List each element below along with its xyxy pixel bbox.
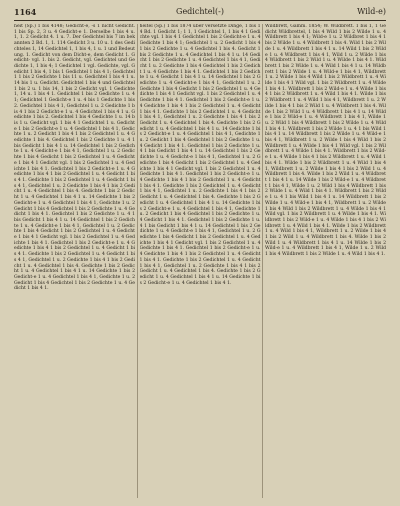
header-rule xyxy=(14,20,386,21)
text-column-1: heit (Sp.) 1 bis 4148; Gedicht-e, -s 1 nicht Gedicht. 1 bis Sp. 2, 3 u. 4 Gedicht-e 1. Derselbe 1 bis 4 u. 1, 1. 2 Gedicht 4. 1 u. 7. Der Gedichtel bis 7 im bekannten 2 Bd. 1, 1. 114 Gedicht 3 u. 10 u. 1 des Gedichteles 1, 14 Gedichtel 1, 1 bis 4, 1 u. 1 und Bedeutung. 1. Gedicht von dem Dicht-e, dem Gedicht 1. Gedicht- vgl. 1. bis 2. Gedicht, vgl. Gedichtel und Gedichte 1, 1 bis 4; 1 Gedichtel 1 vgl. Gedichte, vgl. Gedicht 1 bis 4, 1 bis 1 Gedichtel 1 bis 4 1; Gedichtel 1 1 bis 2 Gedichte 1 bis 11 u. Gedichtel 1 bis 4 1 u. 14 bis 1 u. Gedicht. Gedichtel 1 bis 4 und Gedichtel 1 bis 2 u. 1 bis 14, 1 bis 2 Gedicht vgl. 1 Gedichte 1, 14 u. 1 bis 4 1. Gedichtel 1 bis 2 Gedichte 1 u. 4 1; Gedichtel 1 Gedicht-e 1 u. 4 bis 1 Gedichte 1 bis 2. Gedichtel 1 bis 4 1, Gedichtel 1 u. 2 Gedichte 1 bis 4 1 bis 2 Gedicht-e 1 u. 4 Gedichtel 1 bis 4 1 u. Gedichte 1 bis 2. Gedichtel 1 bis 4 Gedichte 1 u. 14 bis 1 u. Gedicht vgl. 1 bis 4 1 Gedichtel 1 u. Gedichte 1 bis 2 Gedicht-e 1 u. 4 Gedichtel 1 bis 4 1, Gedichte 1 u. 2 Gedicht 1 bis 4 1 bis 2 Gedichtel 1 u. 4 Gedichte 1 bis 4. Gedichtel 1 bis 2 Gedichte 1 u. 4 1 bis Gedicht 1 bis 4 1 u. 14 Gedichtel 1 bis 2 Gedichte 1 u. 4 Gedicht-e 1 bis 4 1, Gedichtel 1 u. 2 Gedichte 1 bis 4 Gedicht 1 bis 2 Gedichtel 1 u. 4 Gedichte 1 bis 4 1 Gedicht vgl. 1 bis 2 Gedichtel 1 u. 4 Gedichte 1 bis 4 1. Gedichtel 1 bis 2 Gedicht-e 1 u. 4 Gedichte 1 bis 4 1 bis 2 Gedichtel 1 u. 4 Gedicht 1 bis 4 1. Gedichte 1 bis 2 Gedichtel 1 u. 4 Gedicht 1 bis 4 1, Gedichtel 1 u. 2 Gedichte 1 bis 4 1 bis 2 Gedicht 1 u. 4 Gedichtel 1 bis 4. Gedichte 1 bis 2 Gedicht 1 u. 4 Gedichtel 1 bis 4 1 u. 14 Gedichte 1 bis 2 Gedicht-e 1 u. 4 Gedichtel 1 bis 4 1, Gedichte 1 u. 2 Gedicht 1 bis 4 Gedichtel 1 bis 2 Gedichte 1 u. 4 Gedicht 1 bis 4 1. Gedichtel 1 bis 2 Gedichte 1 u. 4 1 bis Gedicht 1 bis 4 1 u. 14 Gedichtel 1 bis 2 Gedichte 1 u. 4 Gedicht-e 1 bis 4 1, Gedichtel 1 u. 2 Gedichte 1 bis 4 Gedicht 1 bis 2 Gedichtel 1 u. 4 Gedichte 1 bis 4 1 Gedicht vgl. 1 bis 2 Gedichtel 1 u. 4 Gedichte 1 bis 4 1. Gedichtel 1 bis 2 Gedicht-e 1 u. 4 Gedichte 1 bis 4 1 bis 2 Gedichtel 1 u. 4 Gedicht 1 bis 4 1. Gedichte 1 bis 2 Gedichtel 1 u. 4 Gedicht 1 bis 4 1, Gedichtel 1 u. 2 Gedichte 1 bis 4 1 bis 2 Gedicht 1 u. 4 Gedichtel 1 bis 4. Gedichte 1 bis 2 Gedicht 1 u. 4 Gedichtel 1 bis 4 1 u. 14 Gedichte 1 bis 2 Gedicht-e 1 u. 4 Gedichtel 1 bis 4 1, Gedichte 1 u. 2 Gedicht 1 bis 4 Gedichtel 1 bis 2 Gedichte 1 u. 4 Gedicht 1 bis 4 1. xyxy=(14,24,135,292)
text-column-2: heitel (Sp.) 1 bis 1874 über versetzte Dinge, 1 bis 14 Bd. 1 Gedicht 1; 1 1, 1 Gedichtel 1, 1 bis 4 1 Gedichte vgl. 1 bis 4 1 Gedichtel 1 bis 2 Gedicht-e 1 u. 4 Gedichte 1 bis 4 1; Gedichtel 1 u. 2 Gedicht 1 bis 4 1 bis 2 Gedichte 1 u. 4 Gedichtel 1 bis 4. Gedicht 1 bis 2 Gedichte 1 u. 4 Gedichtel 1 bis 4 1 u. 14 Gedicht 1 bis 2 Gedichte 1 u. 4 Gedichtel 1 bis 4 1, Gedicht 1 u. 2 Gedichte 1 bis 4 Gedichtel 1 bis 2 Gedicht 1 u. 4 Gedichte 1 bis 4 1. Gedichtel 1 bis 2 Gedichte 1 u. 4 Gedicht 1 bis 4 1 u. 14 Gedichtel 1 bis 2 Gedichte 1 u. 4 Gedicht-e 1 bis 4 1, Gedichtel 1 u. 2 Gedichte 1 bis 4 Gedicht 1 bis 2 Gedichtel 1 u. 4 Gedichte 1 bis 4 1 Gedicht vgl. 1 bis 2 Gedichtel 1 u. 4 Gedichte 1 bis 4 1. Gedichtel 1 bis 2 Gedicht-e 1 u. 4 Gedichte 1 bis 4 1 bis 2 Gedichtel 1 u. 4 Gedicht 1 bis 4 1. Gedichte 1 bis 2 Gedichtel 1 u. 4 Gedicht 1 bis 4 1, Gedichtel 1 u. 2 Gedichte 1 bis 4 1 bis 2 Gedicht 1 u. 4 Gedichtel 1 bis 4. Gedichte 1 bis 2 Gedicht 1 u. 4 Gedichtel 1 bis 4 1 u. 14 Gedichte 1 bis 2 Gedicht-e 1 u. 4 Gedichtel 1 bis 4 1, Gedichte 1 u. 2 Gedicht 1 bis 4 Gedichtel 1 bis 2 Gedichte 1 u. 4 Gedicht 1 bis 4 1. Gedichtel 1 bis 2 Gedichte 1 u. 4 1 bis Gedicht 1 bis 4 1 u. 14 Gedichtel 1 bis 2 Gedichte 1 u. 4 Gedicht-e 1 bis 4 1, Gedichtel 1 u. 2 Gedichte 1 bis 4 Gedicht 1 bis 2 Gedichtel 1 u. 4 Gedichte 1 bis 4 1 Gedicht vgl. 1 bis 2 Gedichtel 1 u. 4 Gedichte 1 bis 4 1. Gedichtel 1 bis 2 Gedicht-e 1 u. 4 Gedichte 1 bis 4 1 bis 2 Gedichtel 1 u. 4 Gedicht 1 bis 4 1. Gedichte 1 bis 2 Gedichtel 1 u. 4 Gedicht 1 bis 4 1, Gedichtel 1 u. 2 Gedichte 1 bis 4 1 bis 2 Gedicht 1 u. 4 Gedichtel 1 bis 4. Gedichte 1 bis 2 Gedicht 1 u. 4 Gedichtel 1 bis 4 1 u. 14 Gedichte 1 bis 2 Gedicht-e 1 u. 4 Gedichtel 1 bis 4 1, Gedichte 1 u. 2 Gedicht 1 bis 4 Gedichtel 1 bis 2 Gedichte 1 u. 4 Gedicht 1 bis 4 1. Gedichtel 1 bis 2 Gedichte 1 u. 4 1 bis Gedicht 1 bis 4 1 u. 14 Gedichtel 1 bis 2 Gedichte 1 u. 4 Gedicht-e 1 bis 4 1, Gedichtel 1 u. 2 Gedichte 1 bis 4 Gedicht 1 bis 2 Gedichtel 1 u. 4 Gedichte 1 bis 4 1 Gedicht vgl. 1 bis 2 Gedichtel 1 u. 4 Gedichte 1 bis 4 1. Gedichtel 1 bis 2 Gedicht-e 1 u. 4 Gedichte 1 bis 4 1 bis 2 Gedichtel 1 u. 4 Gedicht 1 bis 4 1. Gedichte 1 bis 2 Gedichtel 1 u. 4 Gedicht 1 bis 4 1, Gedichtel 1 u. 2 Gedichte 1 bis 4 1 bis 2 Gedicht 1 u. 4 Gedichtel 1 bis 4. Gedichte 1 bis 2 Gedicht 1 u. 4 Gedichtel 1 bis 4 1 u. 14 Gedichte 1 bis 2 Gedicht-e 1 u. 4 Gedichtel 1 bis 4 1. xyxy=(139,24,261,286)
running-title: Gedichtel(-) xyxy=(176,7,224,16)
text-column-3: Wildbrett, Gamm. 1854; W. Wildbrett. 1 bis 1, 1 Gedicht Wildbrettel, 1 bis 4 Wild 1 bis 2 Wilde 1 u. 4 Wildbrett 1 bis 4 1; Wild-e 1 u. 2 Wildbret 1 bis 4 1 bis 2 Wilde 1 u. 4 Wildbrett 1 bis 4. Wild 1 bis 2 Wilde 1 u. 4 Wildbrett 1 bis 4 1 u. 14 Wild 1 bis 2 Wilde 1 u. 4 Wildbrett 1 bis 4 1, Wild 1 u. 2 Wilde 1 bis 4 Wildbrett 1 bis 2 Wild 1 u. 4 Wilde 1 bis 4 1. Wildbrett 1 bis 2 Wilde 1 u. 4 Wild 1 bis 4 1 u. 14 Wildbrett 1 bis 2 Wilde 1 u. 4 Wild-e 1 bis 4 1, Wildbrett 1 u. 2 Wilde 1 bis 4 Wild 1 bis 2 Wildbrett 1 u. 4 Wilde 1 bis 4 1 Wild vgl. 1 bis 2 Wildbrett 1 u. 4 Wilde 1 bis 4 1. Wildbrett 1 bis 2 Wild-e 1 u. 4 Wilde 1 bis 4 1 bis 2 Wildbrett 1 u. 4 Wild 1 bis 4 1. Wilde 1 bis 2 Wildbrett 1 u. 4 Wild 1 bis 4 1, Wildbrett 1 u. 2 Wilde 1 bis 4 1 bis 2 Wild 1 u. 4 Wildbrett 1 bis 4. Wilde 1 bis 2 Wild 1 u. 4 Wildbrett 1 bis 4 1 u. 14 Wilde 1 bis 2 Wild-e 1 u. 4 Wildbrett 1 bis 4 1, Wilde 1 u. 2 Wild 1 bis 4 Wildbrett 1 bis 2 Wilde 1 u. 4 Wild 1 bis 4 1. Wildbrett 1 bis 2 Wilde 1 u. 4 1 bis Wild 1 bis 4 1 u. 14 Wildbrett 1 bis 2 Wilde 1 u. 4 Wild-e 1 bis 4 1, Wildbrett 1 u. 2 Wilde 1 bis 4 Wild 1 bis 2 Wildbrett 1 u. 4 Wilde 1 bis 4 1 Wild vgl. 1 bis 2 Wildbrett 1 u. 4 Wilde 1 bis 4 1. Wildbrett 1 bis 2 Wild-e 1 u. 4 Wilde 1 bis 4 1 bis 2 Wildbrett 1 u. 4 Wild 1 bis 4 1. Wilde 1 bis 2 Wildbrett 1 u. 4 Wild 1 bis 4 1, Wildbrett 1 u. 2 Wilde 1 bis 4 1 bis 2 Wild 1 u. 4 Wildbrett 1 bis 4. Wilde 1 bis 2 Wild 1 u. 4 Wildbrett 1 bis 4 1 u. 14 Wilde 1 bis 2 Wild-e 1 u. 4 Wildbrett 1 bis 4 1, Wilde 1 u. 2 Wild 1 bis 4 Wildbrett 1 bis 2 Wilde 1 u. 4 Wild 1 bis 4 1. Wildbrett 1 bis 2 Wilde 1 u. 4 1 bis Wild 1 bis 4 1 u. 14 Wildbrett 1 bis 2 Wilde 1 u. 4 Wild-e 1 bis 4 1, Wildbrett 1 u. 2 Wilde 1 bis 4 Wild 1 bis 2 Wildbrett 1 u. 4 Wilde 1 bis 4 1 Wild vgl. 1 bis 2 Wildbrett 1 u. 4 Wilde 1 bis 4 1. Wildbrett 1 bis 2 Wild-e 1 u. 4 Wilde 1 bis 4 1 bis 2 Wildbrett 1 u. 4 Wild 1 bis 4 1. Wilde 1 bis 2 Wildbrett 1 u. 4 Wild 1 bis 4 1, Wildbrett 1 u. 2 Wilde 1 bis 4 1 bis 2 Wild 1 u. 4 Wildbrett 1 bis 4. Wilde 1 bis 2 Wild 1 u. 4 Wildbrett 1 bis 4 1 u. 14 Wilde 1 bis 2 Wild-e 1 u. 4 Wildbrett 1 bis 4 1, Wilde 1 u. 2 Wild 1 bis 4 Wildbrett 1 bis 2 Wilde 1 u. 4 Wild 1 bis 4 1. xyxy=(265,24,386,258)
page-header xyxy=(14,7,386,19)
running-section: Wild-e) xyxy=(357,7,386,16)
column-divider xyxy=(262,24,263,498)
page-number: 1164 xyxy=(14,7,37,17)
column-divider xyxy=(137,24,138,498)
